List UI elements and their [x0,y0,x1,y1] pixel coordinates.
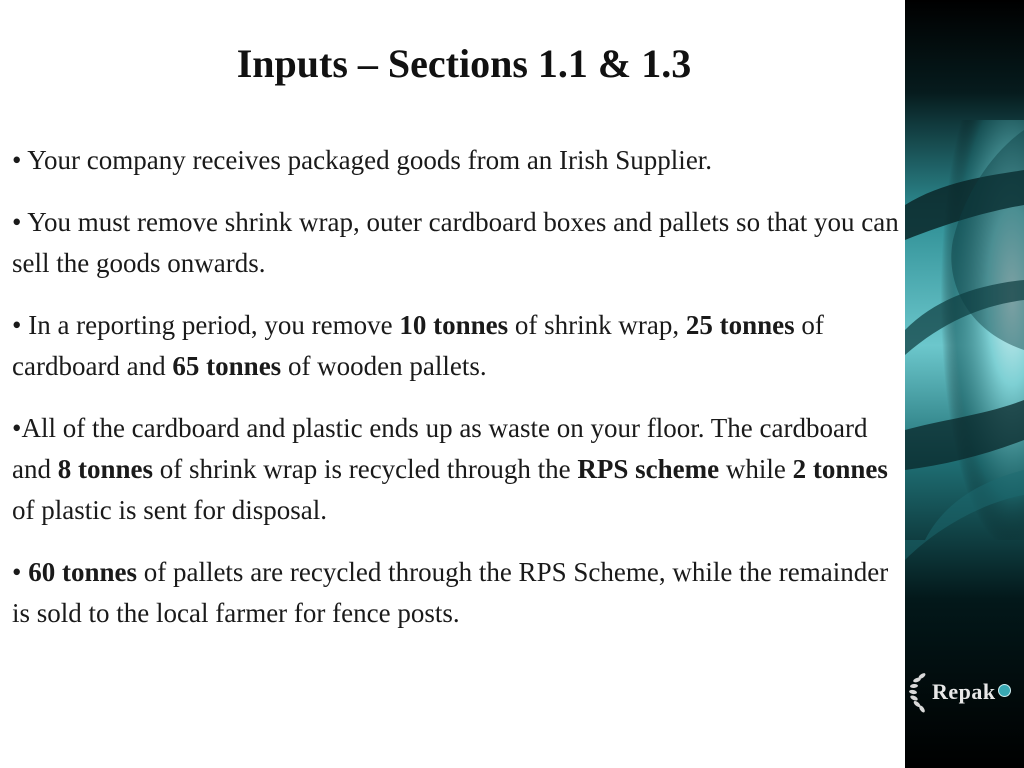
bullet-list [12,140,902,655]
paragraph-text: of shrink wrap is recycled through the [153,454,578,484]
emphasis-text: 10 tonnes [399,310,509,340]
bullet-paragraph [12,408,902,531]
paragraph-text: of cardboard and [12,310,824,381]
paragraph-text: • [12,557,29,587]
paragraph-text: of shrink wrap, [508,310,686,340]
repak-logo [908,664,1022,720]
bullet-paragraph [12,305,902,387]
decorative-side-panel [905,0,1024,768]
bullet-paragraph [12,552,902,634]
swirl-graphic [905,0,1024,768]
wheat-sheaf-icon [908,670,930,714]
paragraph-text: of wooden pallets. [281,351,487,381]
emphasis-text: RPS scheme [577,454,720,484]
paragraph-text: • You must remove shrink wrap, outer cardboard boxes and pallets so that you can sell the goods onwards. [12,207,899,278]
logo-dot-icon [998,684,1011,697]
paragraph-text: •All of the cardboard and plastic ends up as waste on your floor. The cardboard and [12,413,868,484]
emphasis-text: 8 tonnes [57,454,153,484]
emphasis-text: 2 tonnes [792,454,888,484]
bullet-paragraph [12,202,902,284]
bullet-paragraph [12,140,902,181]
emphasis-text: 25 tonnes [685,310,795,340]
paragraph-text: • In a reporting period, you remove [12,310,400,340]
paragraph-text: of plastic is sent for disposal. [12,495,327,525]
emphasis-text: 60 tonnes [28,557,137,587]
slide-title: Inputs – Sections 1.1 & 1.3 [236,41,692,86]
logo-wordmark: Repak [932,680,1011,704]
paragraph-text: while [719,454,793,484]
emphasis-text: 65 tonnes [172,351,282,381]
paragraph-text: of pallets are recycled through the RPS Scheme, while the remainder is sold to the local farmer for fence posts. [12,557,889,628]
paragraph-text: • Your company receives packaged goods from an Irish Supplier. [12,145,713,175]
